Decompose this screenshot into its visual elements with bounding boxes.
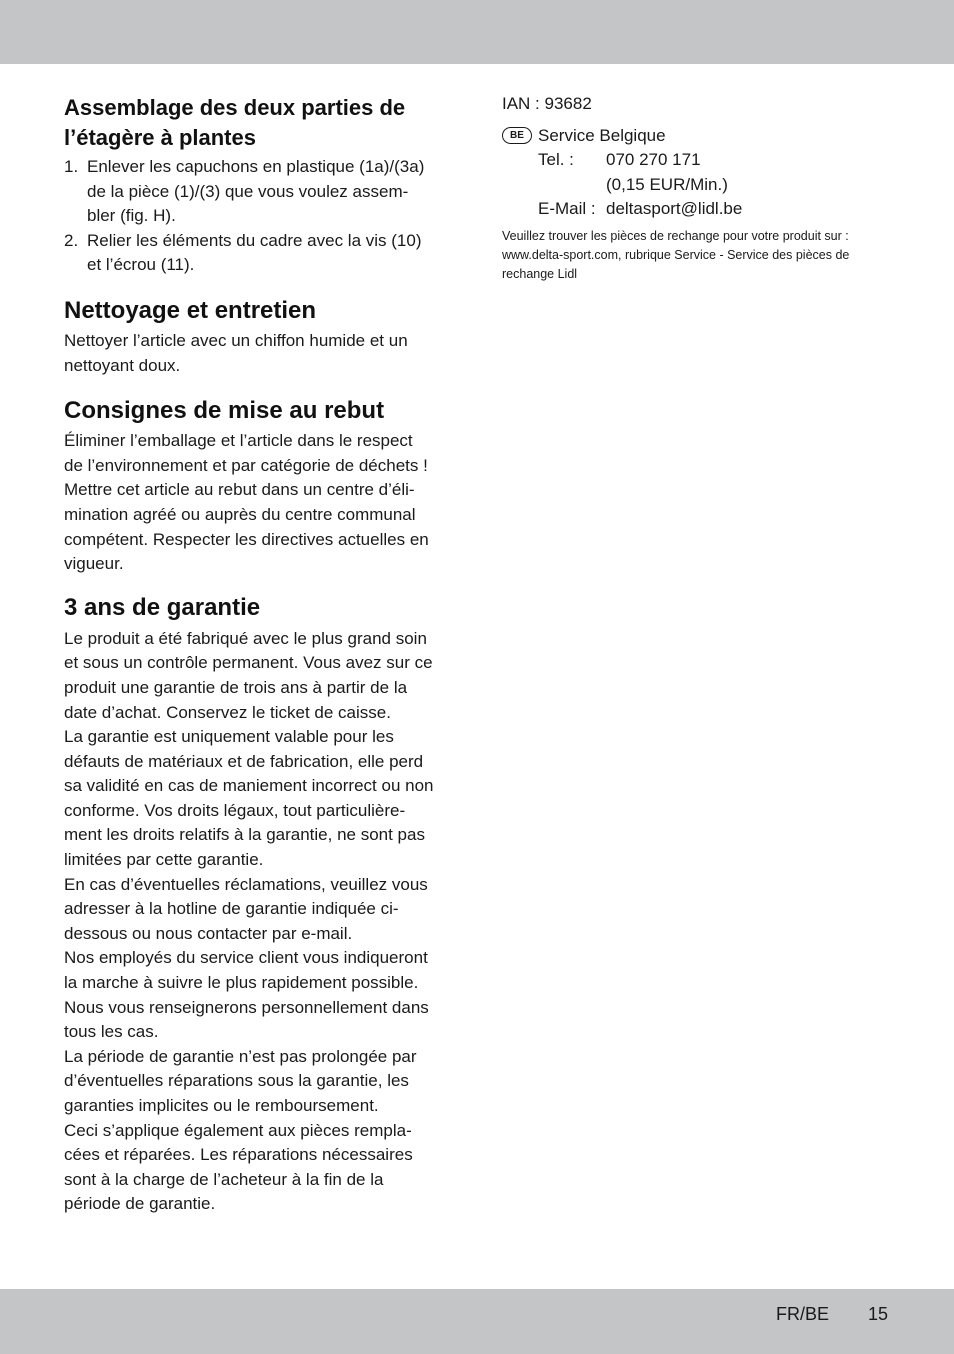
tel-value: 070 270 171 [606,150,701,169]
text-line: garanties implicites ou le remboursement. [64,1096,379,1115]
warranty-heading: 3 ans de garantie [64,593,261,621]
note-line: www.delta-sport.com, rubrique Service - Service des pièces de [502,247,850,262]
assembly-heading-line2: l’étagère à plantes [64,125,256,150]
warranty-section [64,592,456,1217]
text-line: vigueur. [64,554,124,574]
text-line: Éliminer l’emballage et l’article dans le respect [64,431,413,451]
step-text-line: Enlever les capuchons en plastique (1a)/(3a) [87,157,425,176]
text-line: la marche à suivre le plus rapidement possible. [64,973,419,993]
text-line: Le produit a été fabriqué avec le plus grand soin [64,628,427,648]
text-line: La période de garantie n’est pas prolongée par [64,1046,417,1066]
right-column [502,92,902,284]
tel-label: Tel. : [538,150,574,169]
assembly-step [64,155,456,229]
disposal-section [64,395,456,577]
assembly-steps [64,155,456,278]
note-line: rechange Lidl [502,266,578,281]
text-line: sont à la charge de l’acheteur à la fin de la [64,1169,384,1189]
text-line: Nous vous renseignerons personnellement dans [64,997,429,1017]
step-number: 2. [64,230,79,250]
step-text-line: bler (fig. H). [87,206,176,226]
spare-parts-note [502,227,902,284]
assembly-heading [64,93,456,153]
text-line: Nos employés du service client vous indiqueront [64,948,428,968]
text-line: Ceci s’applique également aux pièces rempla- [64,1120,412,1140]
tel-rate-row [502,173,902,198]
email-value: deltasport@lidl.be [606,199,743,218]
tel-rate: (0,15 EUR/Min.) [606,174,728,194]
text-line: produit une garantie de trois ans à partir de la [64,677,408,697]
text-line: d’éventuelles réparations sous la garantie, les [64,1071,409,1091]
text-line: et sous un contrôle permanent. Vous avez sur ce [64,653,433,673]
text-line: ment les droits relatifs à la garantie, ne sont pas [64,825,425,845]
text-line: tous les cas. [64,1022,159,1042]
step-text-line: et l’écrou (11). [87,255,195,275]
text-line: date d’achat. Conservez le ticket de caisse. [64,702,391,722]
text-line: compétent. Respecter les directives actuelles en [64,529,429,549]
service-name: Service Belgique [538,126,666,145]
step-text-line: de la pièce (1)/(3) que vous voulez assem- [87,181,409,201]
text-line: défauts de matériaux et de fabrication, elle perd [64,751,424,771]
note-line: Veuillez trouver les pièces de rechange pour votre produit sur : [502,228,849,243]
header-band [0,0,954,64]
step-text-line: Relier les éléments du cadre avec la vis (10) [87,230,422,250]
text-line: adresser à la hotline de garantie indiquée ci- [64,899,399,919]
cleaning-heading: Nettoyage et entretien [64,296,317,324]
text-line: conforme. Vos droits légaux, tout particulière- [64,800,406,820]
text-line: nettoyant doux. [64,355,181,375]
text-line: dessous ou nous contacter par e-mail. [64,923,353,943]
text-line: Mettre cet article au rebut dans un centre d’éli- [64,480,415,500]
disposal-text [64,429,456,577]
assembly-step [64,229,456,278]
text-line: limitées par cette garantie. [64,850,264,870]
service-row [502,124,902,148]
text-line: sa validité en cas de maniement incorrect ou non [64,776,434,796]
text-line: période de garantie. [64,1194,216,1214]
belgium-country-badge: BE [502,127,532,144]
assembly-section [64,93,456,278]
cleaning-text [64,329,456,378]
step-number: 1. [64,157,79,176]
assembly-heading-line1: Assemblage des deux parties de [64,95,406,120]
email-label: E-Mail : [538,199,596,218]
text-line: En cas d’éventuelles réclamations, veuillez vous [64,874,428,894]
text-line: Nettoyer l’article avec un chiffon humide et un [64,330,408,350]
ian-number: IAN : 93682 [502,94,592,113]
tel-row [502,148,902,173]
text-line: cées et réparées. Les réparations nécessaires [64,1145,413,1165]
footer-language: FR/BE [776,1304,830,1324]
text-line: mination agréé ou auprès du centre communal [64,504,416,524]
warranty-text [64,627,456,1217]
page-number: 15 [868,1304,889,1324]
text-line: de l’environnement et par catégorie de déchets ! [64,455,428,475]
email-row [502,197,902,222]
disposal-heading: Consignes de mise au rebut [64,397,385,425]
text-line: La garantie est uniquement valable pour les [64,727,394,747]
cleaning-section [64,295,456,378]
left-column [64,92,456,1217]
